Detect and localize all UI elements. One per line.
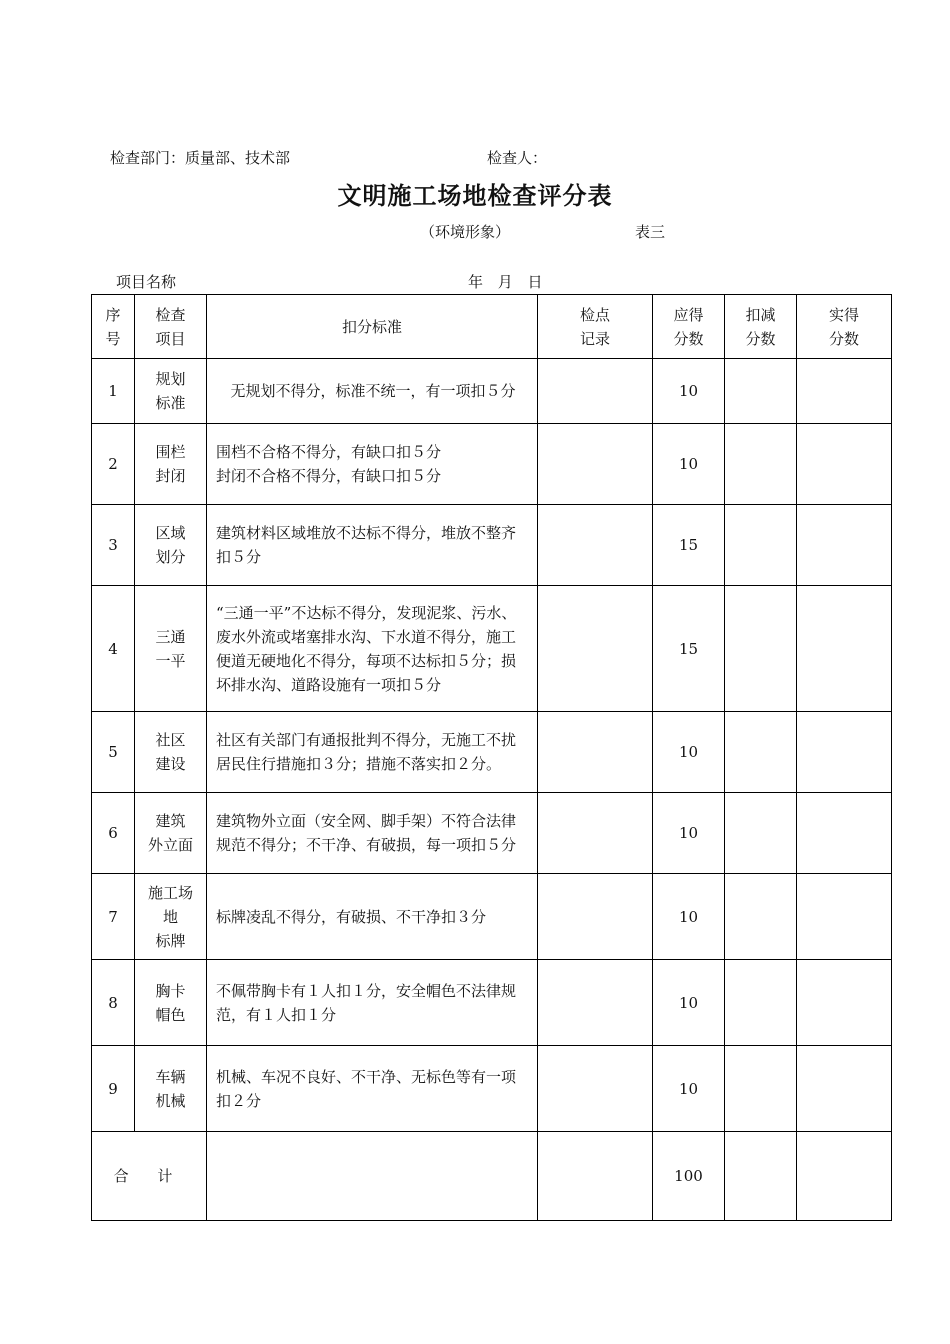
- row-standard: 不佩带胸卡有１人扣１分，安全帽色不法律规范，有１人扣１分: [207, 960, 538, 1046]
- row-deduct-cell[interactable]: [725, 505, 797, 586]
- total-standard-cell: [207, 1132, 538, 1221]
- total-record-cell[interactable]: [538, 1132, 653, 1221]
- row-seq: 4: [92, 586, 135, 712]
- row-seq: 9: [92, 1046, 135, 1132]
- row-seq: 6: [92, 793, 135, 874]
- row-due-score: 15: [653, 505, 725, 586]
- subtitle: （环境形象）: [420, 223, 511, 241]
- total-deduct-cell[interactable]: [725, 1132, 797, 1221]
- row-deduct-cell[interactable]: [725, 586, 797, 712]
- row-standard: 标牌凌乱不得分，有破损、不干净扣３分: [207, 874, 538, 960]
- row-due-score: 10: [653, 960, 725, 1046]
- row-item: 胸卡 帽色: [135, 960, 207, 1046]
- table-row: [92, 586, 892, 712]
- row-deduct-cell[interactable]: [725, 793, 797, 874]
- header-standard: 扣分标准: [207, 295, 538, 359]
- table-row: [92, 793, 892, 874]
- row-record-cell[interactable]: [538, 874, 653, 960]
- row-actual-cell[interactable]: [797, 359, 892, 424]
- project-name-label: 项目名称: [116, 273, 177, 291]
- table-row: [92, 424, 892, 505]
- row-item: 社区 建设: [135, 712, 207, 793]
- row-seq: 8: [92, 960, 135, 1046]
- row-standard: 社区有关部门有通报批判不得分，无施工不扰居民住行措施扣３分；措施不落实扣２分。: [207, 712, 538, 793]
- row-standard: 无规划不得分，标准不统一，有一项扣５分: [207, 359, 538, 424]
- header-actual: 实得 分数: [797, 295, 892, 359]
- page-title: 文明施工场地检查评分表: [337, 181, 613, 210]
- row-due-score: 15: [653, 586, 725, 712]
- row-standard: 建筑材料区域堆放不达标不得分，堆放不整齐扣５分: [207, 505, 538, 586]
- header-item: 检查 项目: [135, 295, 207, 359]
- row-record-cell[interactable]: [538, 424, 653, 505]
- row-due-score: 10: [653, 1046, 725, 1132]
- row-due-score: 10: [653, 359, 725, 424]
- table-row: [92, 505, 892, 586]
- total-row: [92, 1132, 892, 1221]
- row-deduct-cell[interactable]: [725, 424, 797, 505]
- header-seq: 序 号: [92, 295, 135, 359]
- row-actual-cell[interactable]: [797, 424, 892, 505]
- table-row: [92, 359, 892, 424]
- table-row: [92, 712, 892, 793]
- inspector-label: 检查人：: [487, 149, 548, 167]
- row-seq: 3: [92, 505, 135, 586]
- table-row: [92, 874, 892, 960]
- row-item: 建筑 外立面: [135, 793, 207, 874]
- row-item: 车辆 机械: [135, 1046, 207, 1132]
- row-item: 施工场 地 标牌: [135, 874, 207, 960]
- row-actual-cell[interactable]: [797, 874, 892, 960]
- row-seq: 1: [92, 359, 135, 424]
- row-record-cell[interactable]: [538, 586, 653, 712]
- header-deduct: 扣减 分数: [725, 295, 797, 359]
- row-standard: “三通一平”不达标不得分，发现泥浆、污水、废水外流或堵塞排水沟、下水道不得分，施工便道无硬地化不得分，每项不达标扣５分；损坏排水沟、道路设施有一项扣５分: [207, 586, 538, 712]
- table-header-row: [92, 295, 892, 359]
- row-due-score: 10: [653, 874, 725, 960]
- table-number: 表三: [635, 223, 666, 241]
- inspection-department: 检查部门：质量部、技术部: [110, 149, 291, 167]
- row-actual-cell[interactable]: [797, 960, 892, 1046]
- total-due-score: 100: [653, 1132, 725, 1221]
- row-actual-cell[interactable]: [797, 1046, 892, 1132]
- row-seq: 7: [92, 874, 135, 960]
- row-item: 围栏 封闭: [135, 424, 207, 505]
- row-deduct-cell[interactable]: [725, 359, 797, 424]
- row-record-cell[interactable]: [538, 960, 653, 1046]
- date-label: 年 月 日: [468, 273, 543, 291]
- header-record: 检点 记录: [538, 295, 653, 359]
- score-table: [91, 294, 892, 1221]
- row-record-cell[interactable]: [538, 1046, 653, 1132]
- row-actual-cell[interactable]: [797, 793, 892, 874]
- row-standard: 建筑物外立面（安全网、脚手架）不符合法律规范不得分；不干净、有破损，每一项扣５分: [207, 793, 538, 874]
- row-standard: 围档不合格不得分，有缺口扣５分 封闭不合格不得分，有缺口扣５分: [207, 424, 538, 505]
- row-seq: 2: [92, 424, 135, 505]
- row-seq: 5: [92, 712, 135, 793]
- table-row: [92, 1046, 892, 1132]
- row-deduct-cell[interactable]: [725, 712, 797, 793]
- total-actual-cell[interactable]: [797, 1132, 892, 1221]
- header-due: 应得 分数: [653, 295, 725, 359]
- row-due-score: 10: [653, 424, 725, 505]
- row-due-score: 10: [653, 712, 725, 793]
- row-deduct-cell[interactable]: [725, 1046, 797, 1132]
- table-row: [92, 960, 892, 1046]
- row-deduct-cell[interactable]: [725, 874, 797, 960]
- row-standard: 机械、车况不良好、不干净、无标色等有一项扣２分: [207, 1046, 538, 1132]
- row-item: 三通 一平: [135, 586, 207, 712]
- row-deduct-cell[interactable]: [725, 960, 797, 1046]
- row-actual-cell[interactable]: [797, 505, 892, 586]
- row-item: 规划 标准: [135, 359, 207, 424]
- row-record-cell[interactable]: [538, 505, 653, 586]
- row-item: 区域 划分: [135, 505, 207, 586]
- row-record-cell[interactable]: [538, 712, 653, 793]
- row-due-score: 10: [653, 793, 725, 874]
- row-record-cell[interactable]: [538, 793, 653, 874]
- row-actual-cell[interactable]: [797, 586, 892, 712]
- row-record-cell[interactable]: [538, 359, 653, 424]
- total-label: 合 计: [92, 1132, 207, 1221]
- row-actual-cell[interactable]: [797, 712, 892, 793]
